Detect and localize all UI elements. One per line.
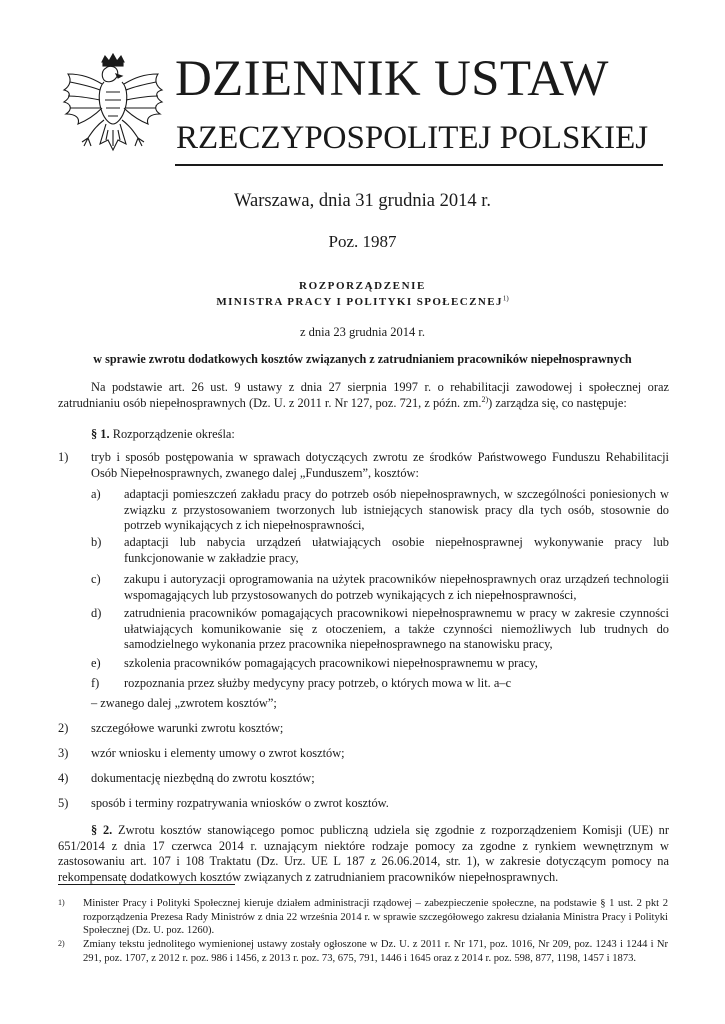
masthead-divider xyxy=(175,164,663,166)
section1-mark: § 1. xyxy=(91,427,110,441)
act-subject: w sprawie zwrotu dodatkowych kosztów związanych z zatrudnianiem pracowników niepełnosprawnych xyxy=(93,352,632,366)
dateline xyxy=(0,191,725,212)
subitem-letter: c) xyxy=(91,572,101,586)
masthead-title: DZIENNIK USTAW xyxy=(175,51,609,107)
subitem: rozpoznania przez służby medycyny pracy potrzeb, o których mowa w lit. a–c xyxy=(124,676,512,690)
masthead-subtitle: RZECZYPOSPOLITEJ POLSKIEJ xyxy=(176,120,649,156)
position-number: Poz. 1987 xyxy=(328,232,397,251)
subitem: adaptacji lub nabycia urządzeń ułatwiających osobie niepełnosprawnej wykonywanie pracy lub funkcjonowanie w zakładzie pracy, xyxy=(124,535,669,565)
subitem-letter: f) xyxy=(91,676,100,690)
section2-text: Zwrotu kosztów stanowiącego pomoc publiczną udziela się zgodnie z rozporządzeniem Komisji (UE) nr 651/2014 z dnia 17 czerwca 2014 r. uznającym niektóre rodzaje pomocy za zgodne z rynkiem wewnętrznym w zastosowaniu art. 107 i 108 Traktatu (Dz. Urz. UE L 187 z 26.06.2014, str. 1), w zakresie dotyczącym pomocy na rekompensatę dodatkowych kosztów związanych z zatrudnianiem pracowników niepełnosprawnych. xyxy=(58,823,669,884)
subitem-letter: b) xyxy=(91,535,102,549)
item-number: 1) xyxy=(58,450,69,464)
footnote-ref-1: 1) xyxy=(502,294,509,303)
act-type: ROZPORZĄDZENIE xyxy=(299,280,426,292)
item-number: 3) xyxy=(58,746,69,760)
item-number: 5) xyxy=(58,796,69,810)
section1-intro xyxy=(91,427,669,443)
subitem: zakupu i autoryzacji oprogramowania na użytek pracowników niepełnosprawnych oraz urządzeń technologii wspomagających lub przystosowanych do potrzeb wynikających z ich niepełnosprawności, xyxy=(124,572,669,602)
footnote-text: Zmiany tekstu jednolitego wymienionej ustawy zostały ogłoszone w Dz. U. z 2011 r. Nr 171, poz. 1016, Nr 209, poz. 1243 i 1244 i Nr 291, poz. 1707, z 2012 r. poz. 986 i 1456, z 2013 r. poz. 73, 675, 791, 1446 i 1645 oraz z 2014 r. poz. 598, 877, 1198, 1457 i 1873. xyxy=(83,939,668,964)
act-date: z dnia 23 grudnia 2014 r. xyxy=(300,325,425,339)
preamble xyxy=(58,380,669,411)
footnote-ref-2: 2) xyxy=(481,394,489,404)
preamble-part2: ) zarządza się, co następuje: xyxy=(488,395,627,410)
subitem: zatrudnienia pracowników pomagających pracownikowi niepełnosprawnemu w pracy w zakresie czynności ułatwiających komunikowanie się z otoczeniem, a także czynności niemożliwych lub trudnych do samodzielnego wykonania przez pracownika niepełnosprawnego na stanowisku pracy, xyxy=(124,606,669,652)
list-item: tryb i sposób postępowania w sprawach dotyczących zwrotu ze środków Państwowego Funduszu Rehabilitacji Osób Niepełnosprawnych, zwanego dalej „Funduszem”, kosztów: xyxy=(91,450,669,480)
subitem: szkolenia pracowników pomagających pracownikowi niepełnosprawnemu w pracy, xyxy=(124,656,538,670)
list-item: szczegółowe warunki zwrotu kosztów; xyxy=(91,721,284,735)
subitem-letter: e) xyxy=(91,656,101,670)
item-number: 2) xyxy=(58,721,69,735)
list-item: sposób i terminy rozpatrywania wniosków o zwrot kosztów. xyxy=(91,796,389,810)
footnote-text: Minister Pracy i Polityki Społecznej kieruje działem administracji rządowej – zabezpieczenie społeczne, na podstawie § 1 ust. 2 pkt 2 rozporządzenia Prezesa Rady Ministrów z dnia 22 września 2014 r. w sprawie szczegółowego zakresu działania Ministra Pracy i Polityki Społecznej (Dz. U. poz. 1260). xyxy=(83,898,668,937)
polish-eagle-emblem-icon xyxy=(58,52,168,170)
list-closing: – zwanego dalej „zwrotem kosztów”; xyxy=(91,696,277,710)
item-number: 4) xyxy=(58,771,69,785)
footnote-mark: 2) xyxy=(58,939,65,948)
preamble-part1: Na podstawie art. 26 ust. 9 ustawy z dnia 27 sierpnia 1997 r. o rehabilitacji zawodowej i społecznej oraz zatrudnianiu osób niepełnosprawnych (Dz. U. z 2011 r. Nr 127, poz. 721, z późn. zm. xyxy=(58,380,669,410)
section2-mark: § 2. xyxy=(91,823,113,837)
subitem: adaptacji pomieszczeń zakładu pracy do potrzeb osób niepełnosprawnych, w szczególności poniesionych w związku z przystosowaniem tworzonych lub istniejących stanowisk pracy dla tych osób, stosownie do potrzeb wynikających z ich niepełnosprawności, xyxy=(124,487,669,533)
dateline-text: Warszawa, dnia 31 grudnia 2014 r. xyxy=(234,191,491,211)
subitem-letter: a) xyxy=(91,487,101,501)
section1-intro-text: Rozporządzenie określa: xyxy=(112,427,235,441)
act-issuer-text: MINISTRA PRACY I POLITYKI SPOŁECZNEJ xyxy=(216,296,503,308)
act-issuer xyxy=(0,296,725,308)
list-item: dokumentację niezbędną do zwrotu kosztów; xyxy=(91,771,315,785)
subitem-letter: d) xyxy=(91,606,102,620)
footnote-divider xyxy=(58,884,235,885)
list-item: wzór wniosku i elementy umowy o zwrot kosztów; xyxy=(91,746,345,760)
section2 xyxy=(58,823,669,885)
footnote-mark: 1) xyxy=(58,898,65,907)
